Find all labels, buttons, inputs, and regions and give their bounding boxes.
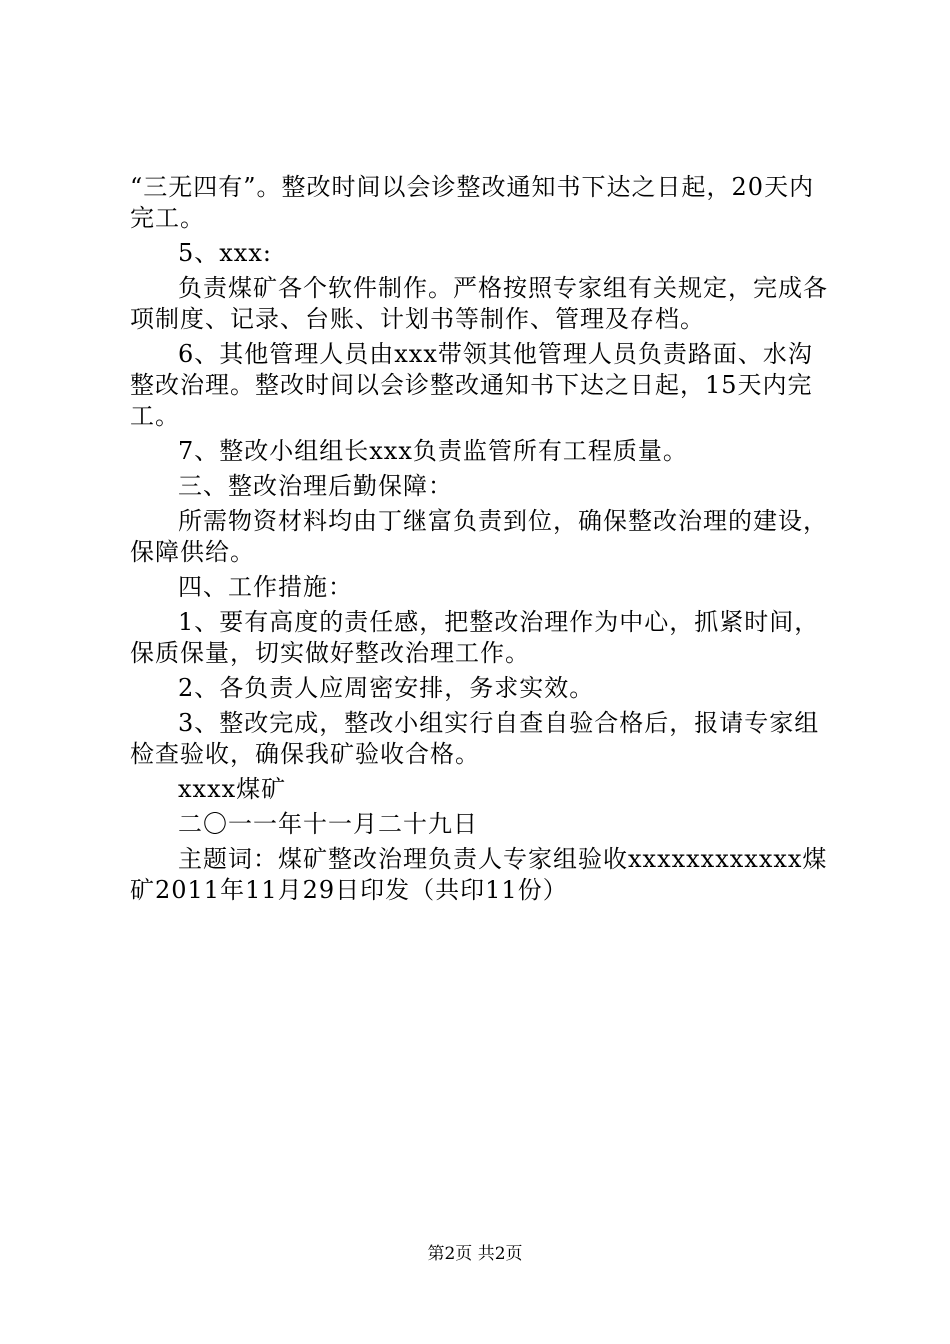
- signature-organization: xxxx煤矿: [178, 775, 287, 803]
- section-heading: 四、工作措施：: [178, 573, 353, 601]
- paragraph: 3、整改完成，整改小组实行自查自验合格后，报请专家组检查验收，确保我矿验收合格。: [130, 709, 820, 768]
- section-heading: 三、整改治理后勤保障：: [178, 472, 453, 500]
- paragraph: 所需物资材料均由丁继富负责到位，确保整改治理的建设，保障供给。: [130, 507, 828, 566]
- paragraph: “三无四有”。整改时间以会诊整改通知书下达之日起，20天内完工。: [130, 173, 815, 232]
- paragraph: 6、其他管理人员由xxx带领其他管理人员负责路面、水沟整改治理。整改时间以会诊整改通知书下达之日起，15天内完工。: [130, 340, 813, 430]
- paragraph: 1、要有高度的责任感，把整改治理作为中心，抓紧时间，保质保量，切实做好整改治理工作。: [130, 608, 820, 667]
- page-number: 第2页 共2页: [427, 1244, 523, 1264]
- document-body: [130, 172, 830, 910]
- signature-date: 二〇一一年十一月二十九日: [178, 810, 478, 838]
- paragraph: 2、各负责人应周密安排，务求实效。: [178, 674, 595, 702]
- subject-keywords: 主题词：煤矿整改治理负责人专家组验收xxxxxxxxxxxx煤矿2011年11月29日印发（共印11份）: [130, 845, 828, 904]
- paragraph: 5、xxx:: [178, 239, 272, 267]
- paragraph: 7、整改小组组长xxx负责监管所有工程质量。: [178, 437, 688, 465]
- page-footer: [0, 1242, 950, 1266]
- paragraph: 负责煤矿各个软件制作。严格按照专家组有关规定，完成各项制度、记录、台账、计划书等制作、管理及存档。: [130, 274, 828, 333]
